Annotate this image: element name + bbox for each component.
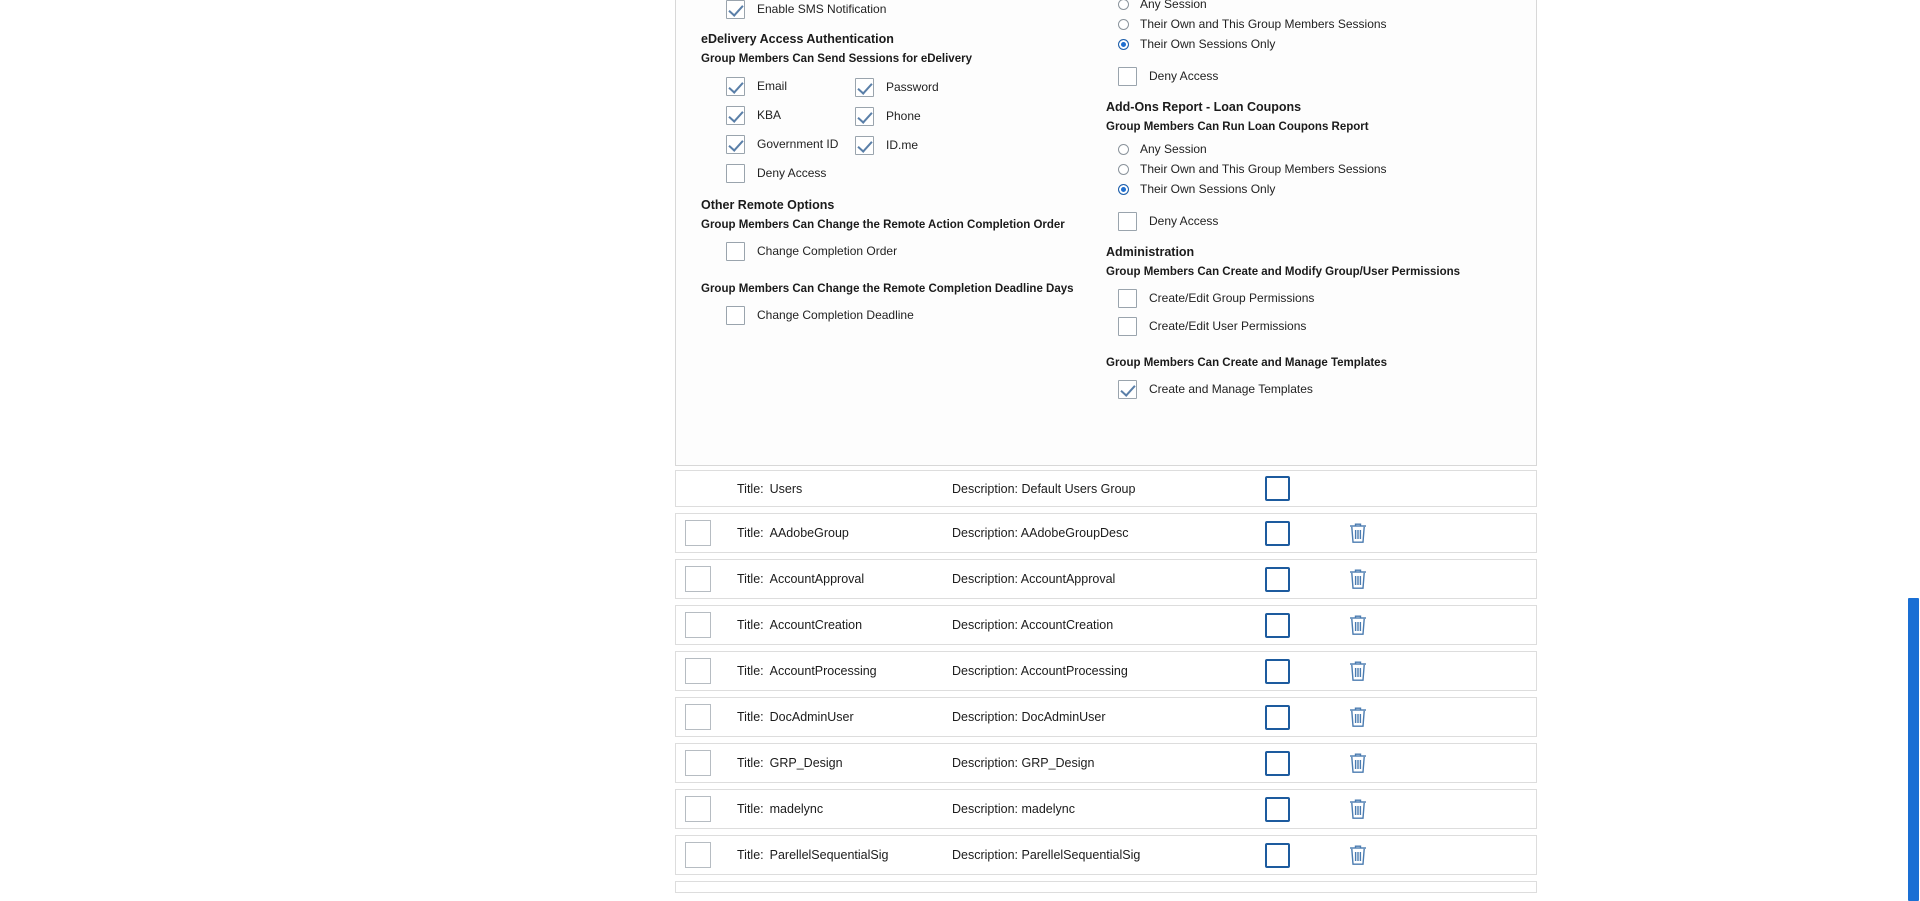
row-select-checkbox[interactable]: [685, 566, 711, 592]
table-row[interactable]: [675, 605, 1537, 645]
group-list: [675, 470, 1537, 899]
table-row[interactable]: [675, 559, 1537, 599]
top-report-radio-own-only[interactable]: [1118, 39, 1129, 50]
row-title-label: Title:: [737, 848, 764, 862]
table-row[interactable]: [675, 789, 1537, 829]
loan-coupons-radio-own-only-label: Their Own Sessions Only: [1140, 182, 1276, 196]
top-report-deny-access-row[interactable]: [1118, 63, 1526, 89]
row-title: [737, 848, 888, 862]
create-edit-group-permissions-row[interactable]: [1118, 285, 1526, 311]
row-description-value: AccountCreation: [1020, 618, 1114, 632]
row-select-checkbox[interactable]: [685, 796, 711, 822]
loan-coupons-deny-access-row[interactable]: [1118, 208, 1526, 234]
row-title: [737, 756, 843, 770]
row-select-checkbox[interactable]: [685, 842, 711, 868]
loan-coupons-radio-own-and-group-row[interactable]: [1118, 159, 1526, 179]
top-report-radio-any-session[interactable]: [1118, 0, 1129, 10]
loan-coupons-section-title: Add-Ons Report - Loan Coupons: [1106, 100, 1302, 114]
row-title-value: madelync: [769, 802, 824, 816]
edelivery-option-phone-label: Phone: [886, 109, 921, 123]
change-completion-order-checkbox[interactable]: [726, 242, 745, 261]
row-description-label: Description:: [952, 526, 1018, 540]
delete-group-button[interactable]: [1348, 568, 1368, 590]
row-select-checkbox[interactable]: [685, 520, 711, 546]
delete-group-button[interactable]: [1348, 844, 1368, 866]
edelivery-option-deny-access-label: Deny Access: [757, 166, 827, 180]
top-report-radio-own-only-row[interactable]: [1118, 34, 1526, 54]
create-and-manage-templates-label: Create and Manage Templates: [1149, 382, 1313, 396]
edelivery-option-government-id-row[interactable]: [726, 131, 855, 157]
table-row[interactable]: [675, 513, 1537, 553]
loan-coupons-radio-any-session-row[interactable]: [1118, 139, 1526, 159]
change-completion-order-label: Change Completion Order: [757, 244, 898, 258]
row-title-label: Title:: [737, 618, 764, 632]
row-title: [737, 482, 802, 496]
edelivery-options-column-1: [701, 73, 855, 186]
row-description: [952, 618, 1113, 632]
row-title-label: Title:: [737, 664, 764, 678]
edit-group-button[interactable]: [1265, 843, 1290, 868]
change-completion-deadline-row[interactable]: [726, 302, 1111, 328]
row-title-value: GRP_Design: [769, 756, 843, 770]
edelivery-option-phone-checkbox[interactable]: [855, 107, 874, 126]
row-description: [952, 572, 1115, 586]
row-description-label: Description:: [952, 481, 1018, 496]
right-gutter: [1538, 0, 1920, 901]
row-description-label: Description:: [952, 848, 1018, 862]
loan-coupons-radio-any-session[interactable]: [1118, 144, 1129, 155]
row-description: [952, 526, 1129, 540]
create-edit-user-permissions-label: Create/Edit User Permissions: [1149, 319, 1307, 333]
row-title-value: DocAdminUser: [769, 710, 854, 724]
row-title: [737, 802, 823, 816]
edelivery-options-column-2: [855, 73, 1055, 186]
row-description-label: Description:: [952, 756, 1018, 770]
table-row[interactable]: [675, 470, 1537, 507]
row-select-checkbox[interactable]: [685, 704, 711, 730]
enable-sms-notification-label: Enable SMS Notification: [757, 2, 887, 16]
create-edit-user-permissions-checkbox[interactable]: [1118, 317, 1137, 336]
delete-group-button[interactable]: [1348, 752, 1368, 774]
edelivery-option-government-id-checkbox[interactable]: [726, 135, 745, 154]
loan-coupons-radio-own-only-row[interactable]: [1118, 179, 1526, 199]
top-report-radio-own-and-group[interactable]: [1118, 19, 1129, 30]
change-completion-order-row[interactable]: [726, 238, 1111, 264]
edit-group-button[interactable]: [1265, 613, 1290, 638]
row-select-checkbox[interactable]: [685, 750, 711, 776]
row-description-value: AccountProcessing: [1020, 664, 1128, 678]
loan-coupons-deny-access-label: Deny Access: [1149, 214, 1219, 228]
edelivery-option-government-id-label: Government ID: [757, 137, 839, 151]
edelivery-option-password-label: Password: [886, 80, 939, 94]
row-title-label: Title:: [737, 710, 764, 724]
row-description: [952, 802, 1075, 816]
row-title-label: Title:: [737, 481, 764, 496]
other-remote-options-title: Other Remote Options: [701, 198, 835, 212]
create-edit-user-permissions-row[interactable]: [1118, 313, 1526, 339]
row-title-value: AAdobeGroup: [769, 526, 849, 540]
edelivery-option-password-row[interactable]: [855, 74, 1055, 100]
create-and-manage-templates-row[interactable]: [1118, 376, 1526, 402]
top-report-radio-own-only-label: Their Own Sessions Only: [1140, 37, 1276, 51]
edit-group-button[interactable]: [1265, 476, 1290, 501]
edelivery-option-idme-label: ID.me: [886, 138, 919, 152]
create-and-manage-templates-checkbox[interactable]: [1118, 380, 1137, 399]
row-description-label: Description:: [952, 802, 1018, 816]
administration-permissions-subtitle: Group Members Can Create and Modify Group/User Permissions: [1106, 266, 1461, 278]
edelivery-option-deny-access-checkbox[interactable]: [726, 164, 745, 183]
edelivery-option-idme-checkbox[interactable]: [855, 136, 874, 155]
row-description-value: Default Users Group: [1021, 481, 1136, 496]
row-title: [737, 572, 864, 586]
permissions-left-column: [701, 0, 1111, 328]
top-report-radio-any-session-label: Any Session: [1140, 0, 1207, 11]
left-gutter: [0, 0, 675, 901]
row-title: [737, 526, 849, 540]
edelivery-option-deny-access-row[interactable]: [726, 160, 855, 186]
change-completion-deadline-checkbox[interactable]: [726, 306, 745, 325]
delete-group-button[interactable]: [1348, 706, 1368, 728]
row-title-value: AccountProcessing: [769, 664, 877, 678]
administration-templates-subtitle: Group Members Can Create and Manage Templates: [1106, 357, 1387, 369]
table-row[interactable]: [675, 651, 1537, 691]
table-row[interactable]: [675, 697, 1537, 737]
edelivery-option-idme-row[interactable]: [855, 132, 1055, 158]
edit-group-button[interactable]: [1265, 567, 1290, 592]
row-title-value: ParellelSequentialSig: [769, 848, 889, 862]
row-description-value: AccountApproval: [1020, 572, 1116, 586]
row-title-value: Users: [769, 481, 803, 496]
top-report-deny-access-checkbox[interactable]: [1118, 67, 1137, 86]
row-description-label: Description:: [952, 572, 1018, 586]
edelivery-option-password-checkbox[interactable]: [855, 78, 874, 97]
row-title: [737, 710, 854, 724]
loan-coupons-sub-title: Group Members Can Run Loan Coupons Report: [1106, 121, 1369, 133]
permissions-right-column: [1106, 0, 1526, 402]
edelivery-section-title: eDelivery Access Authentication: [701, 32, 894, 46]
row-description-value: madelync: [1021, 802, 1075, 816]
row-description-label: Description:: [952, 710, 1018, 724]
edelivery-option-phone-row[interactable]: [855, 103, 1055, 129]
row-title-label: Title:: [737, 526, 764, 540]
enable-sms-notification-row[interactable]: [726, 0, 1111, 22]
row-description: [952, 664, 1128, 678]
edelivery-option-kba-row[interactable]: [726, 102, 855, 128]
row-select-checkbox[interactable]: [685, 658, 711, 684]
row-description-value: DocAdminUser: [1021, 710, 1106, 724]
loan-coupons-radio-own-and-group-label: Their Own and This Group Members Sessions: [1140, 162, 1387, 176]
row-title-label: Title:: [737, 756, 764, 770]
edelivery-option-email-checkbox[interactable]: [726, 77, 745, 96]
edelivery-sub-title: Group Members Can Send Sessions for eDelivery: [701, 53, 972, 65]
row-title-value: AccountCreation: [769, 618, 863, 632]
edelivery-option-email-label: Email: [757, 79, 788, 93]
administration-section-title: Administration: [1106, 245, 1195, 259]
group-permissions-panel: [675, 0, 1537, 466]
row-title: [737, 618, 862, 632]
loan-coupons-radio-any-session-label: Any Session: [1140, 142, 1207, 156]
row-description: [952, 848, 1140, 862]
top-report-radio-own-and-group-row[interactable]: [1118, 14, 1526, 34]
row-description: [952, 710, 1106, 724]
delete-group-button[interactable]: [1348, 522, 1368, 544]
edit-group-button[interactable]: [1265, 751, 1290, 776]
table-row[interactable]: [675, 835, 1537, 875]
top-report-radio-any-session-row[interactable]: [1118, 0, 1526, 14]
enable-sms-notification-checkbox[interactable]: [726, 0, 745, 19]
edit-group-button[interactable]: [1265, 521, 1290, 546]
row-description-value: ParellelSequentialSig: [1021, 848, 1141, 862]
table-row[interactable]: [675, 881, 1537, 893]
change-completion-deadline-label: Change Completion Deadline: [757, 308, 914, 322]
edit-group-button[interactable]: [1265, 659, 1290, 684]
loan-coupons-deny-access-checkbox[interactable]: [1118, 212, 1137, 231]
loan-coupons-radio-own-and-group[interactable]: [1118, 164, 1129, 175]
create-edit-group-permissions-label: Create/Edit Group Permissions: [1149, 291, 1315, 305]
table-row[interactable]: [675, 743, 1537, 783]
row-description: [952, 482, 1135, 496]
delete-group-button[interactable]: [1348, 660, 1368, 682]
top-report-deny-access-label: Deny Access: [1149, 69, 1219, 83]
row-description-value: GRP_Design: [1021, 756, 1095, 770]
edelivery-option-kba-label: KBA: [757, 108, 782, 122]
delete-group-button[interactable]: [1348, 798, 1368, 820]
edelivery-option-email-row[interactable]: [726, 73, 855, 99]
create-edit-group-permissions-checkbox[interactable]: [1118, 289, 1137, 308]
row-title: [737, 664, 877, 678]
remote-action-completion-order-subtitle: Group Members Can Change the Remote Action Completion Order: [701, 219, 1065, 231]
edit-group-button[interactable]: [1265, 797, 1290, 822]
delete-group-button[interactable]: [1348, 614, 1368, 636]
loan-coupons-radio-own-only[interactable]: [1118, 184, 1129, 195]
edelivery-option-kba-checkbox[interactable]: [726, 106, 745, 125]
edit-group-button[interactable]: [1265, 705, 1290, 730]
row-description: [952, 756, 1094, 770]
row-select-checkbox[interactable]: [685, 612, 711, 638]
scrollbar-thumb[interactable]: [1908, 598, 1919, 901]
row-description-label: Description:: [952, 664, 1018, 678]
top-report-radio-own-and-group-label: Their Own and This Group Members Sessions: [1140, 17, 1387, 31]
row-title-value: AccountApproval: [769, 572, 865, 586]
row-description-value: AAdobeGroupDesc: [1020, 526, 1129, 540]
row-description-label: Description:: [952, 618, 1018, 632]
vertical-scrollbar[interactable]: [1906, 0, 1920, 901]
row-title-label: Title:: [737, 802, 764, 816]
row-title-label: Title:: [737, 572, 764, 586]
remote-completion-deadline-subtitle: Group Members Can Change the Remote Completion Deadline Days: [701, 283, 1074, 295]
